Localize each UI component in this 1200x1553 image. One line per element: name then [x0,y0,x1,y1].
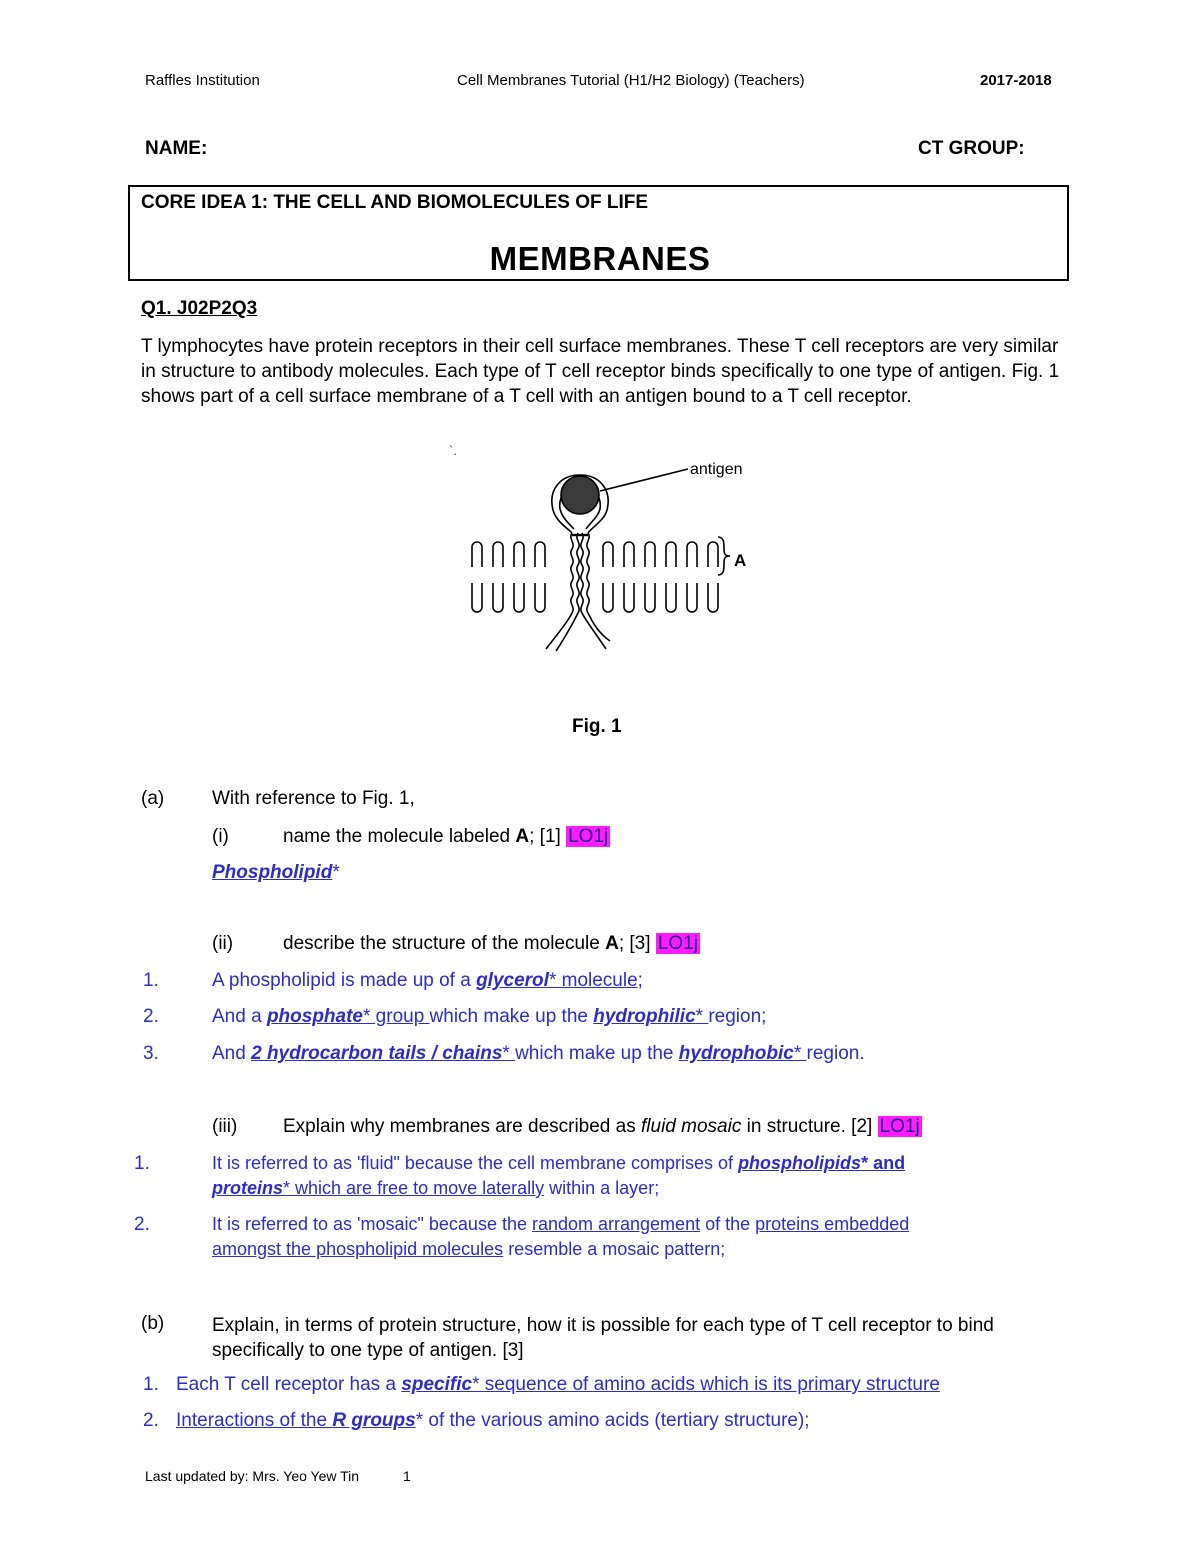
answer-line: Each T cell receptor has a specific* sequence of amino acids which is its primary structure [176,1374,940,1395]
lo-tag: LO1j [568,826,609,847]
footer-updated-by: Last updated by: Mrs. Yeo Yew Tin [145,1468,360,1484]
part-a-i-question: name the molecule labeled A; [1] LO1j [283,826,609,847]
footer-page-number: 1 [403,1468,411,1484]
intro-paragraph: T lymphocytes have protein receptors in their cell surface membranes. These T cell receptors are very similar in structure to antibody molecules. Each type of T cell receptor binds specifically to one type of antigen. Fig. 1 shows part of a cell surface membrane of a T cell with an antigen bound to a T cell receptor. [141,336,1060,407]
antigen-sphere [561,476,599,514]
core-idea-heading: CORE IDEA 1: THE CELL AND BIOMOLECULES OF LIFE [141,192,649,213]
antigen-label: antigen [690,461,743,478]
a-label: A [734,551,747,570]
header-institution: Raffles Institution [145,72,260,89]
lo-tag: LO1j [657,933,698,954]
stray-mark: `. [449,443,457,458]
figure-caption: Fig. 1 [572,716,622,737]
part-a-iii-question: Explain why membranes are described as fluid mosaic in structure. [2] LO1j [283,1116,920,1137]
answer-number: 2. [143,1006,159,1027]
membrane-diagram [460,455,760,665]
answer-number: 1. [143,970,159,991]
header-document-title: Cell Membranes Tutorial (H1/H2 Biology) (Teachers) [457,72,805,89]
part-a-ii-label: (ii) [212,933,234,954]
answer-line: It is referred to as 'mosaic" because the random arrangement of the proteins embedded [212,1214,910,1234]
part-a-label: (a) [141,788,165,809]
part-a-ii-question: describe the structure of the molecule A; [3] LO1j [283,933,698,954]
part-a-iii-label: (iii) [212,1116,238,1137]
answer-line: A phospholipid is made up of a glycerol* molecule; [212,970,643,991]
header-year: 2017-2018 [980,72,1052,89]
part-b-label: (b) [141,1313,165,1334]
answer-line-continued: proteins* which are free to move laterally within a layer; [212,1178,660,1198]
answer-line: And a phosphate* group which make up the hydrophilic* region; [212,1006,767,1027]
answer-line-continued: amongst the phospholipid molecules resemble a mosaic pattern; [212,1239,726,1259]
answer-line: Interactions of the R groups* of the various amino acids (tertiary structure); [176,1410,810,1431]
ct-group-label: CT GROUP: [918,138,1025,159]
page-title: MEMBRANES [489,240,711,277]
part-a-text: With reference to Fig. 1, [212,788,415,809]
lower-phospholipids-right [603,583,718,612]
part-b-question: Explain, in terms of protein structure, how it is possible for each type of T cell receptor to bind specifically to one type of antigen. [3] [212,1315,994,1361]
question-title: Q1. J02P2Q3 [141,298,258,319]
answer-number: 2. [143,1410,159,1431]
lower-phospholipids-left [472,583,545,612]
part-a-i-answer: Phospholipid* [212,862,340,883]
upper-phospholipids-left [472,542,545,567]
answer-line: It is referred to as 'fluid" because the cell membrane comprises of phospholipids* and [212,1153,906,1173]
lo-tag: LO1j [879,1116,920,1137]
answer-number: 3. [143,1043,159,1064]
answer-line: And 2 hydrocarbon tails / chains* which make up the hydrophobic* region. [212,1043,865,1064]
answer-number: 1. [143,1374,159,1395]
part-a-i-label: (i) [212,826,229,847]
answer-number: 1. [134,1153,150,1174]
name-label: NAME: [145,138,208,159]
upper-phospholipids-right [603,542,718,567]
answer-number: 2. [134,1214,150,1235]
